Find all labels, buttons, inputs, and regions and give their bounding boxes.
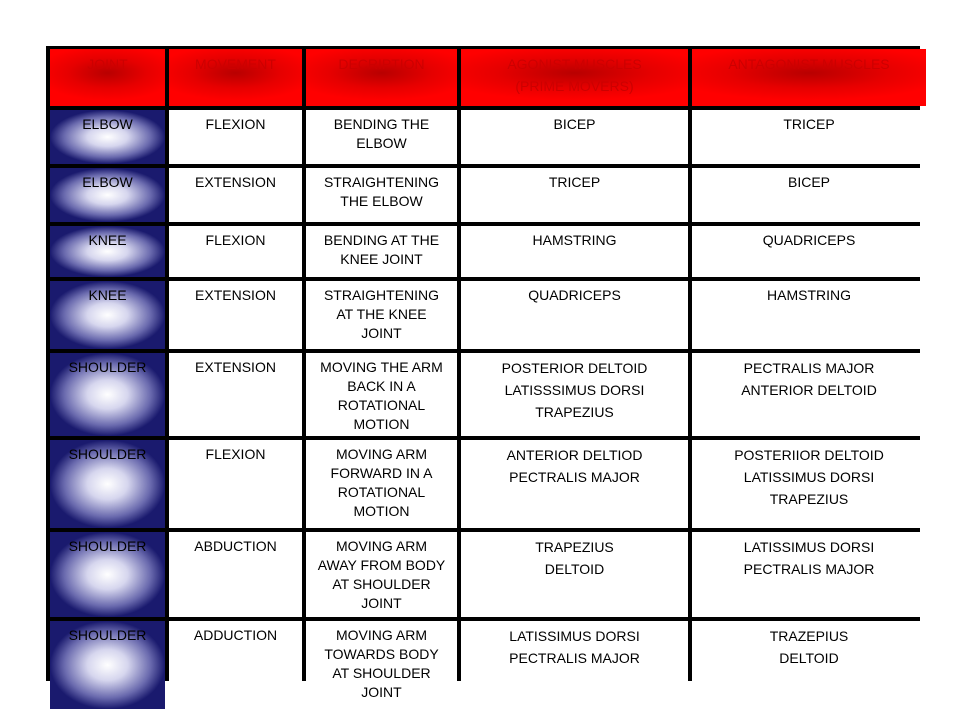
agonist-muscle: PECTRALIS MAJOR	[509, 469, 640, 485]
antagonist-muscle: HAMSTRING	[767, 287, 851, 303]
movement-cell: FLEXION	[169, 110, 302, 164]
movement-cell: FLEXION	[169, 440, 302, 528]
agonist-cell	[461, 621, 688, 709]
agonist-muscle: TRAPEZIUS	[535, 404, 614, 420]
header-agonist	[461, 49, 688, 106]
antagonist-muscle: PECTRALIS MAJOR	[743, 360, 875, 376]
movement-cell: EXTENSION	[169, 168, 302, 222]
description-line: JOINT	[361, 684, 402, 700]
antagonist-muscle: DELTOID	[779, 650, 839, 666]
antagonist-cell	[692, 353, 926, 436]
antagonist-muscle: TRAZEPIUS	[769, 628, 849, 644]
agonist-muscle: LATISSIMUS DORSI	[509, 628, 640, 644]
description-line: JOINT	[361, 595, 402, 611]
description-line: MOTION	[353, 503, 410, 519]
joint-cell: KNEE	[50, 281, 165, 349]
description-cell	[306, 168, 457, 222]
header-movement: MOVEMENT	[169, 49, 302, 106]
agonist-muscle: POSTERIOR DELTOID	[501, 360, 648, 376]
description-line: MOVING ARM	[335, 446, 427, 462]
joint-cell: SHOULDER	[50, 440, 165, 528]
joint-cell: ELBOW	[50, 168, 165, 222]
antagonist-cell	[692, 532, 926, 617]
antagonist-muscle: BICEP	[787, 174, 830, 190]
description-line: STRAIGHTENING	[323, 174, 440, 190]
description-line: AT SHOULDER	[332, 576, 431, 592]
agonist-cell	[461, 226, 688, 277]
description-line: STRAIGHTENING	[323, 287, 440, 303]
antagonist-cell	[692, 110, 926, 164]
movement-cell: EXTENSION	[169, 353, 302, 436]
description-cell	[306, 532, 457, 617]
movement-cell: FLEXION	[169, 226, 302, 277]
antagonist-muscle: QUADRICEPS	[762, 232, 856, 248]
agonist-muscle: QUADRICEPS	[528, 287, 621, 303]
agonist-cell	[461, 168, 688, 222]
description-line: ROTATIONAL	[337, 484, 426, 500]
description-cell	[306, 440, 457, 528]
description-line: AWAY FROM BODY	[317, 557, 446, 573]
antagonist-cell	[692, 440, 926, 528]
agonist-cell	[461, 281, 688, 349]
description-cell	[306, 110, 457, 164]
description-line: BACK IN A	[347, 378, 416, 394]
header-antagonist: ANTAGONIST MUSCLES	[692, 49, 926, 106]
agonist-cell	[461, 532, 688, 617]
description-line: THE ELBOW	[340, 193, 423, 209]
antagonist-cell	[692, 226, 926, 277]
antagonist-cell	[692, 281, 926, 349]
description-line: MOVING ARM	[335, 538, 427, 554]
antagonist-cell	[692, 621, 926, 709]
description-line: AT SHOULDER	[332, 665, 431, 681]
description-line: BENDING THE	[333, 116, 430, 132]
description-line: MOVING THE ARM	[320, 359, 443, 375]
header-joint: JOINT	[50, 49, 165, 106]
description-line: MOVING ARM	[335, 627, 427, 643]
description-line: MOTION	[353, 416, 410, 432]
description-line: FORWARD IN A	[330, 465, 433, 481]
description-line: ROTATIONAL	[337, 397, 426, 413]
description-cell	[306, 281, 457, 349]
agonist-muscle: PECTRALIS MAJOR	[509, 650, 640, 666]
description-line: AT THE KNEE	[336, 306, 427, 322]
muscles-table	[46, 46, 920, 700]
antagonist-muscle: PECTRALIS MAJOR	[743, 561, 875, 577]
antagonist-muscle: LATISSIMUS DORSI	[743, 539, 875, 555]
antagonist-muscle: LATISSIMUS DORSI	[743, 469, 875, 485]
description-line: ELBOW	[356, 135, 407, 151]
antagonist-muscle: ANTERIOR DELTOID	[741, 382, 877, 398]
joint-cell: KNEE	[50, 226, 165, 277]
header-label-line: (PRIME MOVERS)	[515, 78, 634, 94]
antagonist-muscle: POSTERIIOR DELTOID	[734, 447, 884, 463]
movement-cell: EXTENSION	[169, 281, 302, 349]
description-line: JOINT	[361, 325, 402, 341]
antagonist-muscle: TRAPEZIUS	[769, 491, 849, 507]
agonist-muscle: LATISSSIMUS DORSI	[504, 382, 645, 398]
antagonist-muscle: TRICEP	[783, 116, 835, 132]
description-cell	[306, 353, 457, 436]
header-description: DECRIPTION	[306, 49, 457, 106]
movement-cell: ADDUCTION	[169, 621, 302, 709]
agonist-cell	[461, 110, 688, 164]
description-cell	[306, 226, 457, 277]
description-line: TOWARDS BODY	[324, 646, 439, 662]
movement-cell: ABDUCTION	[169, 532, 302, 617]
joint-cell: ELBOW	[50, 110, 165, 164]
joint-cell: SHOULDER	[50, 621, 165, 709]
agonist-muscle: HAMSTRING	[532, 232, 617, 248]
agonist-muscle: TRAPEZIUS	[535, 539, 614, 555]
agonist-cell	[461, 353, 688, 436]
joint-cell: SHOULDER	[50, 532, 165, 617]
description-cell	[306, 621, 457, 709]
agonist-muscle: ANTERIOR DELTIOD	[506, 447, 643, 463]
agonist-muscle: TRICEP	[548, 174, 601, 190]
agonist-muscle: DELTOID	[544, 561, 605, 577]
header-label-line: AGONIST MUSCLES	[507, 56, 642, 72]
joint-cell: SHOULDER	[50, 353, 165, 436]
agonist-cell	[461, 440, 688, 528]
description-line: KNEE JOINT	[340, 251, 423, 267]
antagonist-cell	[692, 168, 926, 222]
description-line: BENDING AT THE	[323, 232, 440, 248]
agonist-muscle: BICEP	[553, 116, 596, 132]
